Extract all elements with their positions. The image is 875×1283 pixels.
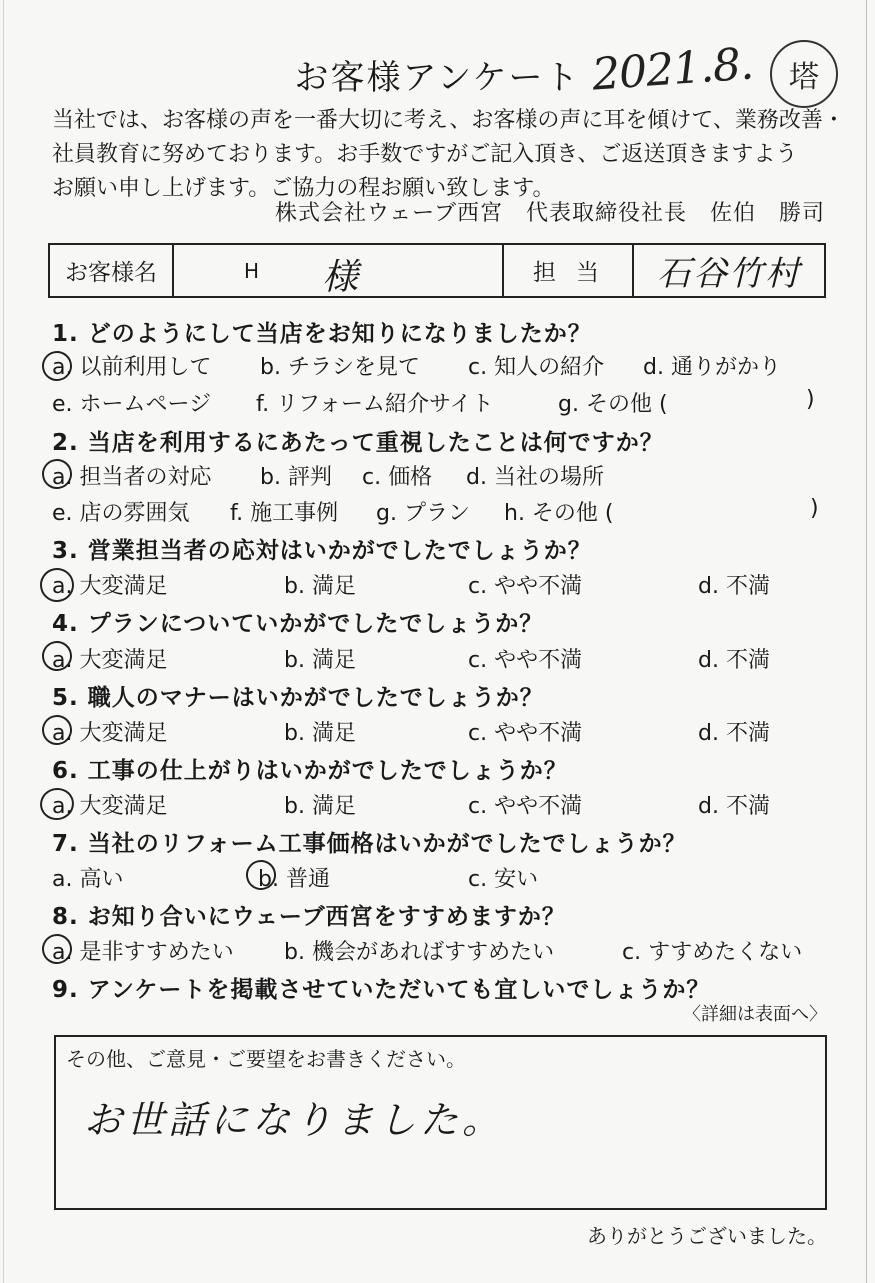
q5-option-d[interactable]: d. 不満 [698,721,770,746]
q7-option-a[interactable]: a. 高い [52,867,124,892]
comment-box[interactable] [54,1035,827,1210]
intro-line-1: 当社では、お客様の声を一番大切に考え、お客様の声に耳を傾けて、業務改善・ [52,108,845,133]
company-signature: 株式会社ウェーブ西宮 代表取締役社長 佐伯 勝司 [274,201,825,226]
q5-option-c[interactable]: c. やや不満 [468,721,583,746]
comment-label: その他、ご意見・ご要望をお書きください。 [66,1047,466,1071]
q2-option-a[interactable]: a. 担当者の対応 [52,465,212,490]
question-5: 5. 職人のマナーはいかがでしたでしょうか？ [52,685,544,711]
customer-staff-table [48,243,826,298]
q1-option-a[interactable]: a. 以前利用して [52,355,212,380]
q1-option-b[interactable]: b. チラシを見て [260,355,420,380]
q1-option-f[interactable]: f. リフォーム紹介サイト [256,392,494,417]
thanks-text: ありがとうございました。 [587,1224,827,1248]
q4-option-a[interactable]: a. 大変満足 [52,648,168,673]
q1-option-e[interactable]: e. ホームページ [52,392,212,417]
question-4: 4. プランについていかがでしたでしょうか？ [52,611,544,637]
comment-text: お世話になりました。 [84,1098,505,1142]
q1-option-g-close: ) [806,387,815,412]
q2-option-d[interactable]: d. 当社の場所 [466,465,604,490]
q2-option-h[interactable]: h. その他 ( [504,501,614,526]
question-7: 7. 当社のリフォーム工事価格はいかがでしたでしょうか？ [52,831,687,857]
q8-option-a[interactable]: a. 是非すすめたい [52,940,234,965]
staff-names[interactable]: 石谷竹村 [657,254,801,294]
page-title: お客様アンケート [294,58,581,98]
q6-option-b[interactable]: b. 満足 [284,794,356,819]
q1-option-d[interactable]: d. 通りがかり [643,355,781,380]
question-9: 9. アンケートを掲載させていただいても宜しいでしょうか？ [52,977,711,1003]
q7-option-c[interactable]: c. 安い [468,867,539,892]
q8-option-b[interactable]: b. 機会があればすすめたい [284,940,555,965]
q2-option-f[interactable]: f. 施工事例 [230,501,339,526]
customer-initial: H [244,259,260,283]
q3-option-d[interactable]: d. 不満 [698,574,770,599]
question-6: 6. 工事の仕上がりはいかがでしたでしょうか？ [52,758,568,784]
intro-line-2: 社員教育に努めております。お手数ですがご記入頂き、ご返送頂きますよう [52,142,798,167]
customer-name-cell[interactable] [174,245,504,296]
q2-option-c[interactable]: c. 価格 [362,465,433,490]
staff-label: 担当 [504,245,634,296]
question-2: 2. 当店を利用するにあたって重視したことは何ですか？ [52,430,664,456]
q6-option-d[interactable]: d. 不満 [698,794,770,819]
q5-option-a[interactable]: a. 大変満足 [52,721,168,746]
q7-option-b[interactable]: b. 普通 [258,867,330,892]
customer-label: お客様名 [50,245,174,296]
handwritten-date: 2021.8. [590,38,755,101]
q8-option-c[interactable]: c. すすめたくない [622,940,803,965]
q6-option-a[interactable]: a. 大変満足 [52,794,168,819]
question-1: 1. どのようにして当店をお知りになりましたか？ [52,321,592,347]
q3-option-c[interactable]: c. やや不満 [468,574,583,599]
q2-option-h-close: ) [810,496,819,521]
customer-honorific: 様 [322,257,359,298]
intro-text [52,104,845,206]
q4-option-d[interactable]: d. 不満 [698,648,770,673]
q3-option-b[interactable]: b. 満足 [284,574,356,599]
q1-option-c[interactable]: c. 知人の紹介 [468,355,605,380]
approval-seal: 塔 [770,40,838,108]
q3-option-a[interactable]: a. 大変満足 [52,574,168,599]
q6-option-c[interactable]: c. やや不満 [468,794,583,819]
q5-option-b[interactable]: b. 満足 [284,721,356,746]
q2-option-e[interactable]: e. 店の雰囲気 [52,501,190,526]
q4-option-b[interactable]: b. 満足 [284,648,356,673]
question-3: 3. 営業担当者の応対はいかがでしたでしょうか？ [52,538,592,564]
q1-option-g[interactable]: g. その他 ( [558,392,668,417]
intro-line-3: お願い申し上げます。ご協力の程お願い致します。 [52,176,555,201]
question-8: 8. お知り合いにウェーブ西宮をすすめますか？ [52,904,566,930]
paper-edge-left [3,0,4,1283]
paper-edge-right [866,0,867,1283]
q2-option-g[interactable]: g. プラン [376,501,470,526]
detail-note: 〈詳細は表面へ〉 [683,1004,827,1025]
q2-option-b[interactable]: b. 評判 [260,465,332,490]
q4-option-c[interactable]: c. やや不満 [468,648,583,673]
